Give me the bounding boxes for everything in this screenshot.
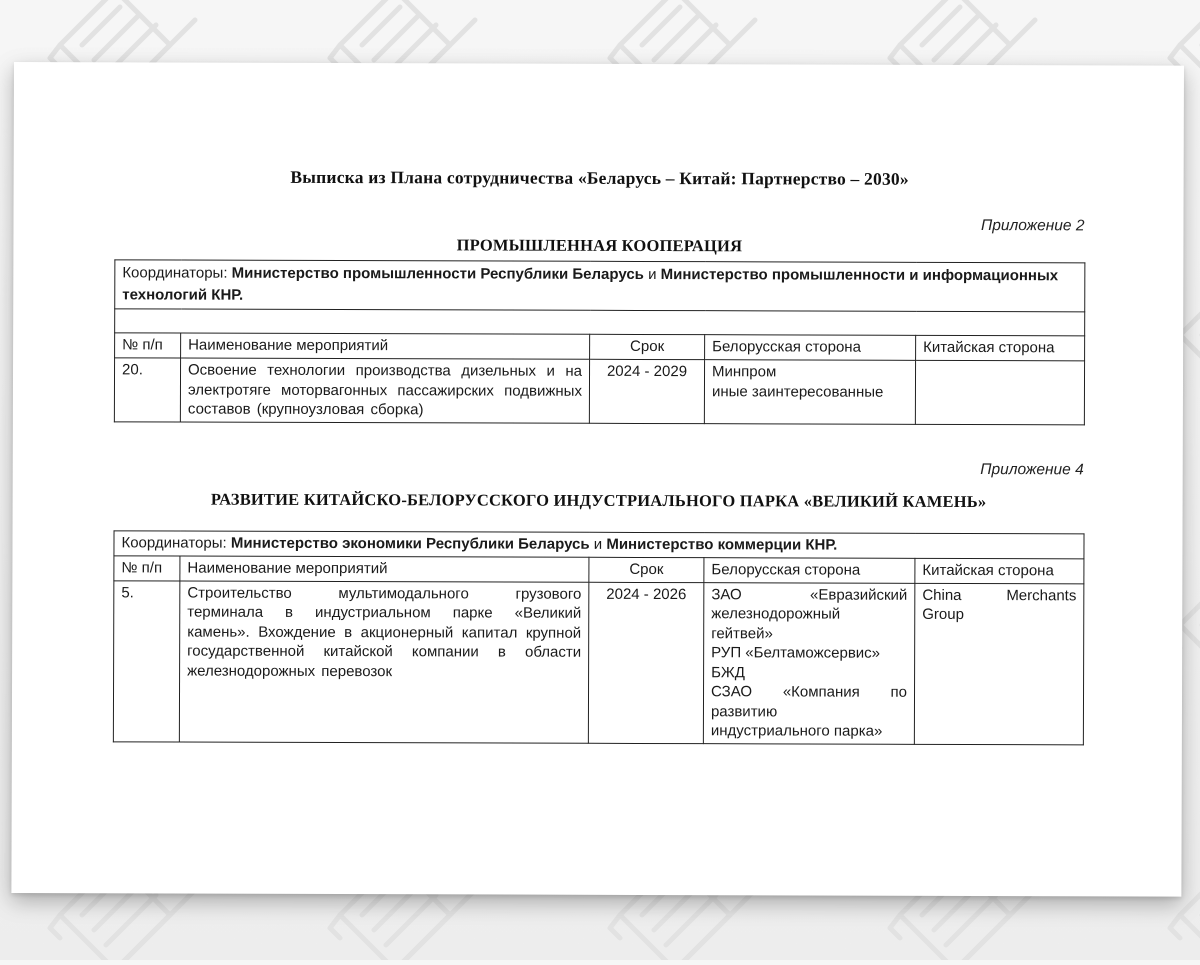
table-row [113,580,1084,744]
table-header-row [114,555,1084,583]
cell-line: СЗАО «Компания по [710,683,908,701]
header-activity: Наименование мероприятий [181,333,590,359]
row-belarus-side-cell [704,360,915,424]
row-term-cell: 2024 - 2026 [588,582,704,743]
coordinators-conjunction: и [589,535,607,553]
industrial-park-table [113,530,1085,745]
row-activity-cell: Освоение технологии производства дизельных и на электротяге моторвагонных пассажирских подвижных составов (крупноузловая сборка) [180,358,589,423]
row-number-cell: 5. [113,580,180,741]
table-header-row [115,333,1085,361]
spacer-row [115,309,1085,336]
cell-line: развитию [710,702,778,720]
header-term: Срок [590,334,705,359]
coordinators-row [115,260,1085,312]
spacer-cell [115,309,1085,336]
row-china-side-cell [914,583,1084,745]
header-term: Срок [589,557,704,582]
header-number: № п/п [115,333,181,358]
cell-line: индустриального парка» [710,722,883,740]
industrial-cooperation-table [114,259,1086,425]
coordinators-conjunction: и [643,265,661,284]
cell-line: Group [922,605,964,623]
coordinators-cell [115,260,1085,312]
coordinators-label: Координаторы: [121,533,231,552]
coordinator-org-2: Министерство коммерции КНР. [606,535,838,554]
cell-line: БЖД [711,663,745,681]
header-belarus-side: Белорусская сторона [705,335,916,361]
cell-line: иные заинтересованные [711,382,884,401]
coordinators-row [114,530,1084,558]
section-heading-industrial-park: РАЗВИТИЕ КИТАЙСКО-БЕЛОРУССКОГО ИНДУСТРИАЛЬНОГО ПАРКА «ВЕЛИКИЙ КАМЕНЬ» [210,489,987,511]
row-belarus-side-cell [703,582,915,744]
table-row [114,358,1084,425]
annex-label-4: Приложение 4 [980,460,1084,478]
document-title: Выписка из Плана сотрудничества «Беларусь – Китай: Партнерство – 2030» [290,166,909,189]
header-china-side: Китайская сторона [916,335,1085,361]
coordinators-cell [114,530,1084,558]
cell-line: железнодорожный [711,605,841,623]
coordinator-org-1: Министерство промышленности Республики Беларусь [231,264,644,283]
header-china-side: Китайская сторона [915,558,1084,584]
row-china-side-cell [915,360,1084,424]
row-number-cell: 20. [114,358,180,422]
header-activity: Наименование мероприятий [180,556,589,582]
cell-line: РУП «Белтаможсервис» [711,644,881,662]
section-heading-industrial-cooperation: ПРОМЫШЛЕННАЯ КООПЕРАЦИЯ [456,235,743,256]
row-activity-cell: Строительство мультимодального грузового терминала в индустриальном парке «Великий камень». Вхождение в акционерный капитал крупной государственной китайской компании в области железнодорожных перевозок [179,581,589,743]
coordinators-label: Координаторы: [122,264,232,282]
coordinator-org-2: Министерство промышленности и информационных технологий КНР. [122,266,1059,304]
cell-line: Минпром [712,363,777,381]
cell-line: China Merchants [922,586,1077,604]
header-belarus-side: Белорусская сторона [704,557,915,583]
document-page [11,62,1184,897]
header-number: № п/п [114,555,180,580]
coordinator-org-1: Министерство экономики Республики Беларусь [230,534,590,553]
row-term-cell: 2024 - 2029 [589,359,704,423]
annex-label-2: Приложение 2 [980,217,1085,235]
document-content [113,62,1085,745]
cell-line: ЗАО «Евразийский [711,585,908,604]
cell-line: гейтвей» [711,624,773,642]
